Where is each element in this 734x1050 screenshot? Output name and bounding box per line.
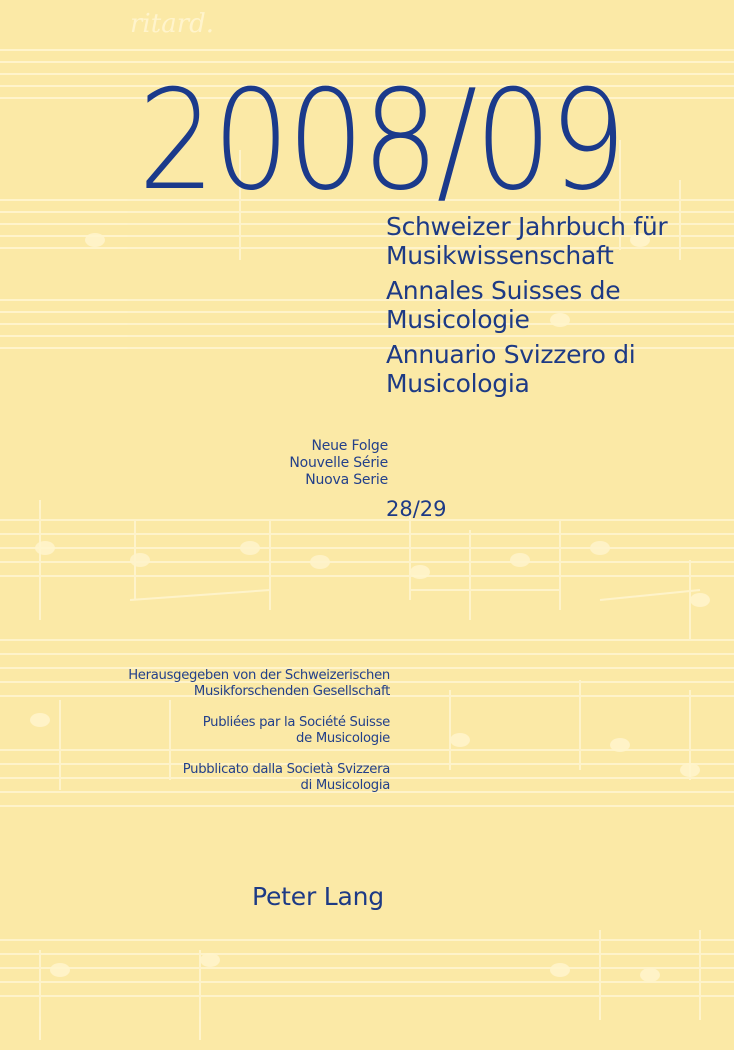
title-line: Schweizer Jahrbuch für bbox=[386, 212, 668, 241]
title-line: Annales Suisses de bbox=[386, 276, 621, 305]
publisher-line: de Musicologie bbox=[296, 731, 390, 746]
series-german: Neue Folge bbox=[311, 438, 388, 454]
publisher-line: Musikforschenden Gesellschaft bbox=[193, 684, 390, 699]
publisher-info bbox=[60, 668, 390, 809]
series-labels bbox=[200, 438, 388, 489]
publisher-line: di Musicologia bbox=[300, 778, 390, 793]
title-line: Annuario Svizzero di bbox=[386, 340, 636, 369]
publisher-french bbox=[60, 715, 390, 747]
publisher-line: Publiées par la Société Suisse bbox=[202, 715, 390, 730]
title-line: Musicologia bbox=[386, 369, 530, 398]
journal-titles bbox=[386, 212, 726, 404]
title-line: Musikwissenschaft bbox=[386, 241, 614, 270]
series-italian: Nuova Serie bbox=[305, 472, 388, 488]
title-line: Musicologie bbox=[386, 305, 530, 334]
title-french bbox=[386, 276, 726, 334]
title-italian bbox=[386, 340, 726, 398]
publisher-german bbox=[60, 668, 390, 700]
year-title: 2008/09 bbox=[138, 60, 625, 221]
publisher-name: Peter Lang bbox=[252, 882, 384, 911]
volume-number: 28/29 bbox=[386, 497, 447, 521]
title-german bbox=[386, 212, 726, 270]
publisher-italian bbox=[60, 762, 390, 794]
publisher-line: Herausgegeben von der Schweizerischen bbox=[128, 668, 390, 683]
series-french: Nouvelle Série bbox=[289, 455, 388, 471]
ritard-marking: ritard. bbox=[130, 9, 215, 39]
publisher-line: Pubblicato dalla Società Svizzera bbox=[182, 762, 390, 777]
